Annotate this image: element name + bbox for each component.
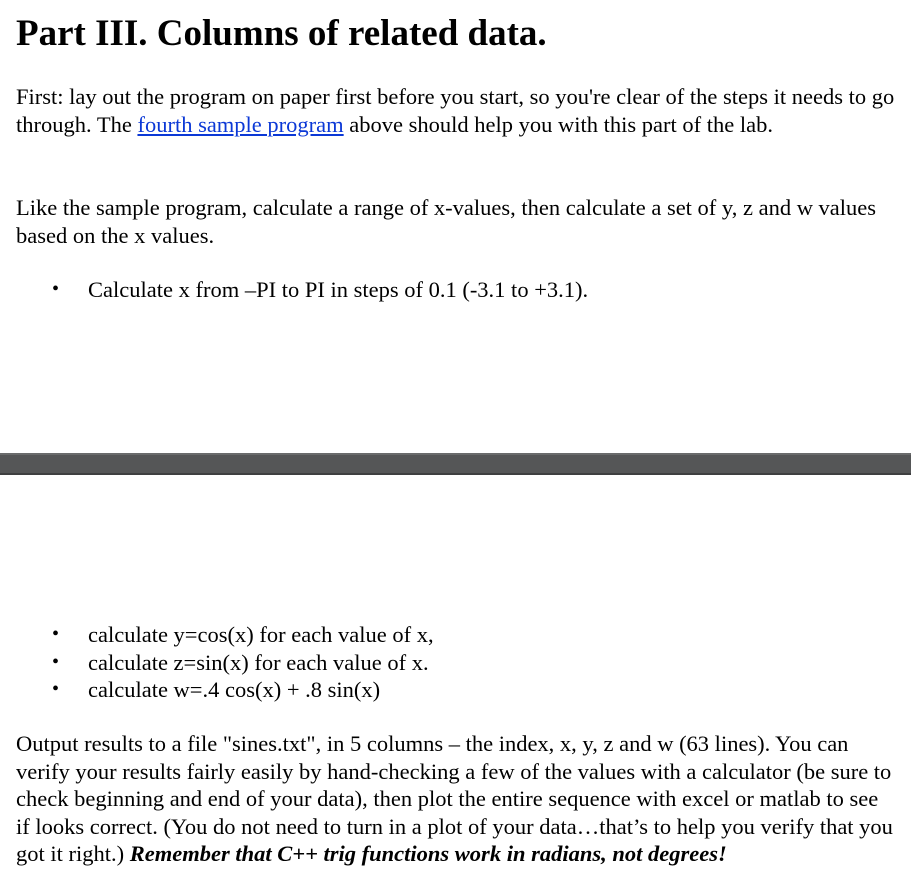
range-paragraph: Like the sample program, calculate a range of x-values, then calculate a set of y, z and w values based on the x values. [16,195,877,248]
document-page-2 [0,475,911,881]
section-heading: Part III. Columns of related data. [16,13,547,54]
intro-text-before: First: lay out the program on paper first before you start, so you're clear of the steps it needs to go through. The [16,84,895,137]
bullet-icon: • [52,623,60,645]
intro-text-after: above should help you with this part of the lab. [343,111,773,137]
list-item [0,649,434,677]
output-text: Output results to a file "sines.txt", in 5 columns – the index, x, y, z and w (63 lines). You can verify your results fairly easily by hand-checking a few of the values with a calculator (be sure to check beginning and end of your data), then plot the entire sequence with excel or matlab to see if looks correct. (You do not need to turn in a plot of your data…that’s to help you verify that you got it right.) [16,731,893,866]
intro-paragraph [16,83,896,138]
list-item [0,621,434,649]
bullet-icon: • [52,678,60,700]
list-item-text: calculate w=.4 cos(x) + .8 sin(x) [88,677,381,702]
fourth-sample-program-link[interactable]: fourth sample program [137,111,344,137]
list-item-text: Calculate x from –PI to PI in steps of 0.1 (-3.1 to +3.1). [88,277,589,302]
list-item [0,276,588,304]
bullet-list-top [0,276,588,304]
bullet-list-bottom [0,621,434,704]
output-paragraph [16,730,896,868]
list-item [0,676,434,704]
list-item-text: calculate y=cos(x) for each value of x, [88,622,434,647]
list-item-text: calculate z=sin(x) for each value of x. [88,649,429,675]
page-separator [0,453,911,475]
radians-reminder: Remember that C++ trig functions work in radians, not degrees! [129,841,727,866]
bullet-icon: • [52,650,60,673]
bullet-icon: • [52,278,60,300]
